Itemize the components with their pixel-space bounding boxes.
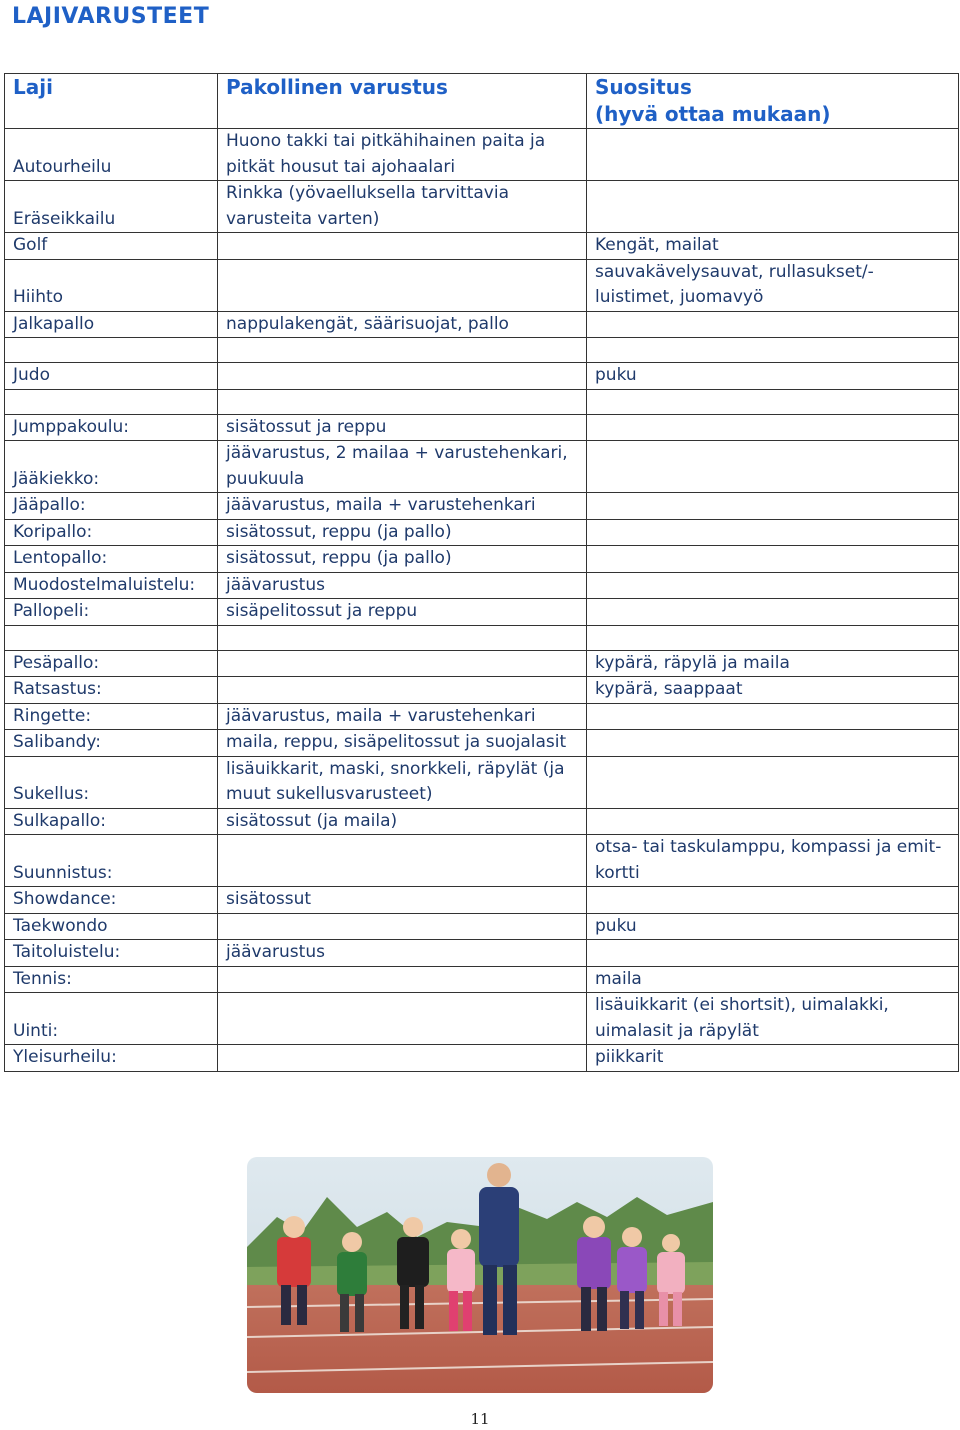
children-running-photo (247, 1157, 713, 1393)
sport-cell: Jääkiekko: (5, 441, 218, 493)
table-row (5, 181, 959, 233)
recommended-gear-cell (587, 625, 959, 650)
sport-cell: Autourheilu (5, 129, 218, 181)
recommended-gear-cell (587, 546, 959, 573)
table-row (5, 389, 959, 414)
sport-cell: Pesäpallo: (5, 650, 218, 677)
sport-cell: Judo (5, 363, 218, 390)
recommended-gear-cell (587, 703, 959, 730)
table-header-row (5, 74, 959, 129)
running-track-image (247, 1157, 713, 1393)
required-gear-cell: sisätossut, reppu (ja pallo) (218, 546, 587, 573)
sport-cell: Koripallo: (5, 519, 218, 546)
required-gear-cell: nappulakengät, säärisuojat, pallo (218, 311, 587, 338)
sport-cell: Ratsastus: (5, 677, 218, 704)
required-gear-cell (218, 913, 587, 940)
sport-cell: Showdance: (5, 887, 218, 914)
required-gear-cell: sisätossut (218, 887, 587, 914)
recommended-gear-cell (587, 311, 959, 338)
recommended-gear-cell (587, 940, 959, 967)
table-row (5, 233, 959, 260)
recommended-gear-cell: kypärä, saappaat (587, 677, 959, 704)
required-gear-cell (218, 389, 587, 414)
recommended-gear-cell: Kengät, mailat (587, 233, 959, 260)
recommended-gear-cell: maila (587, 966, 959, 993)
table-row (5, 599, 959, 626)
sport-cell: Ringette: (5, 703, 218, 730)
required-gear-cell (218, 625, 587, 650)
table-row (5, 363, 959, 390)
table-row (5, 966, 959, 993)
table-row (5, 572, 959, 599)
table-row (5, 441, 959, 493)
table-row (5, 887, 959, 914)
sport-cell: Pallopeli: (5, 599, 218, 626)
sport-cell: Taekwondo (5, 913, 218, 940)
table-row (5, 703, 959, 730)
table-row (5, 338, 959, 363)
sport-cell (5, 338, 218, 363)
sport-cell: Suunnistus: (5, 835, 218, 887)
table-row (5, 129, 959, 181)
sport-cell: Sukellus: (5, 756, 218, 808)
recommended-gear-cell (587, 572, 959, 599)
recommended-gear-cell (587, 414, 959, 441)
required-gear-cell (218, 233, 587, 260)
recommended-gear-cell: puku (587, 363, 959, 390)
required-gear-cell: jäävarustus, maila + varustehenkari (218, 703, 587, 730)
required-gear-cell: Huono takki tai pitkähihainen paita ja pitkät housut tai ajohaalari (218, 129, 587, 181)
required-gear-cell: sisätossut, reppu (ja pallo) (218, 519, 587, 546)
recommended-gear-cell (587, 181, 959, 233)
required-gear-cell: sisätossut ja reppu (218, 414, 587, 441)
required-gear-cell (218, 966, 587, 993)
required-gear-cell (218, 993, 587, 1045)
recommended-gear-cell (587, 599, 959, 626)
sport-cell: Yleisurheilu: (5, 1045, 218, 1072)
table-row (5, 730, 959, 757)
table-row (5, 993, 959, 1045)
table-row (5, 835, 959, 887)
table-row (5, 414, 959, 441)
recommended-gear-cell (587, 730, 959, 757)
required-gear-cell (218, 363, 587, 390)
sport-cell: Lentopallo: (5, 546, 218, 573)
table-row (5, 808, 959, 835)
sports-equipment-table (4, 73, 959, 1072)
required-gear-cell: jäävarustus (218, 572, 587, 599)
table-row (5, 493, 959, 520)
sport-cell: Eräseikkailu (5, 181, 218, 233)
required-gear-cell: sisätossut (ja maila) (218, 808, 587, 835)
recommended-gear-cell (587, 808, 959, 835)
sport-cell: Hiihto (5, 259, 218, 311)
required-gear-cell: jäävarustus (218, 940, 587, 967)
recommended-gear-cell: otsa- tai taskulamppu, kompassi ja emit- kortti (587, 835, 959, 887)
recommended-gear-cell (587, 129, 959, 181)
sport-cell: Sulkapallo: (5, 808, 218, 835)
sport-cell: Muodostelmaluistelu: (5, 572, 218, 599)
sport-cell: Jääpallo: (5, 493, 218, 520)
sport-cell: Jalkapallo (5, 311, 218, 338)
table-row (5, 940, 959, 967)
sport-cell: Uinti: (5, 993, 218, 1045)
sport-cell: Tennis: (5, 966, 218, 993)
page-title: LAJIVARUSTEET (12, 4, 210, 29)
recommended-gear-cell (587, 756, 959, 808)
required-gear-cell: jäävarustus, 2 mailaa + varustehenkari, puukuula (218, 441, 587, 493)
table-row (5, 1045, 959, 1072)
recommended-gear-cell: kypärä, räpylä ja maila (587, 650, 959, 677)
recommended-gear-cell (587, 887, 959, 914)
required-gear-cell (218, 650, 587, 677)
recommended-gear-cell: lisäuikkarit (ei shortsit), uimalakki, uimalasit ja räpylät (587, 993, 959, 1045)
recommended-gear-cell (587, 493, 959, 520)
recommended-gear-cell (587, 519, 959, 546)
required-gear-cell (218, 835, 587, 887)
page-number: 11 (470, 1410, 490, 1428)
required-gear-cell: Rinkka (yövaelluksella tarvittavia varusteita varten) (218, 181, 587, 233)
required-gear-cell (218, 677, 587, 704)
required-gear-cell: jäävarustus, maila + varustehenkari (218, 493, 587, 520)
header-sport: Laji (5, 74, 218, 129)
table-row (5, 913, 959, 940)
recommended-gear-cell (587, 338, 959, 363)
required-gear-cell (218, 338, 587, 363)
recommended-gear-cell (587, 441, 959, 493)
recommended-gear-cell: puku (587, 913, 959, 940)
table-row (5, 677, 959, 704)
required-gear-cell: maila, reppu, sisäpelitossut ja suojalasit (218, 730, 587, 757)
sport-cell: Taitoluistelu: (5, 940, 218, 967)
recommended-gear-cell: piikkarit (587, 1045, 959, 1072)
recommended-gear-cell: sauvakävelysauvat, rullasukset/- luistimet, juomavyö (587, 259, 959, 311)
table-row (5, 625, 959, 650)
table-row (5, 546, 959, 573)
sport-cell: Jumppakoulu: (5, 414, 218, 441)
table-row (5, 756, 959, 808)
sport-cell: Salibandy: (5, 730, 218, 757)
recommended-gear-cell (587, 389, 959, 414)
sport-cell (5, 625, 218, 650)
header-required: Pakollinen varustus (218, 74, 587, 129)
table-row (5, 519, 959, 546)
table-row (5, 650, 959, 677)
sport-cell: Golf (5, 233, 218, 260)
header-recommended: Suositus (hyvä ottaa mukaan) (587, 74, 959, 129)
required-gear-cell: sisäpelitossut ja reppu (218, 599, 587, 626)
required-gear-cell: lisäuikkarit, maski, snorkkeli, räpylät (ja muut sukellusvarusteet) (218, 756, 587, 808)
required-gear-cell (218, 259, 587, 311)
required-gear-cell (218, 1045, 587, 1072)
sport-cell (5, 389, 218, 414)
table-row (5, 259, 959, 311)
table-row (5, 311, 959, 338)
